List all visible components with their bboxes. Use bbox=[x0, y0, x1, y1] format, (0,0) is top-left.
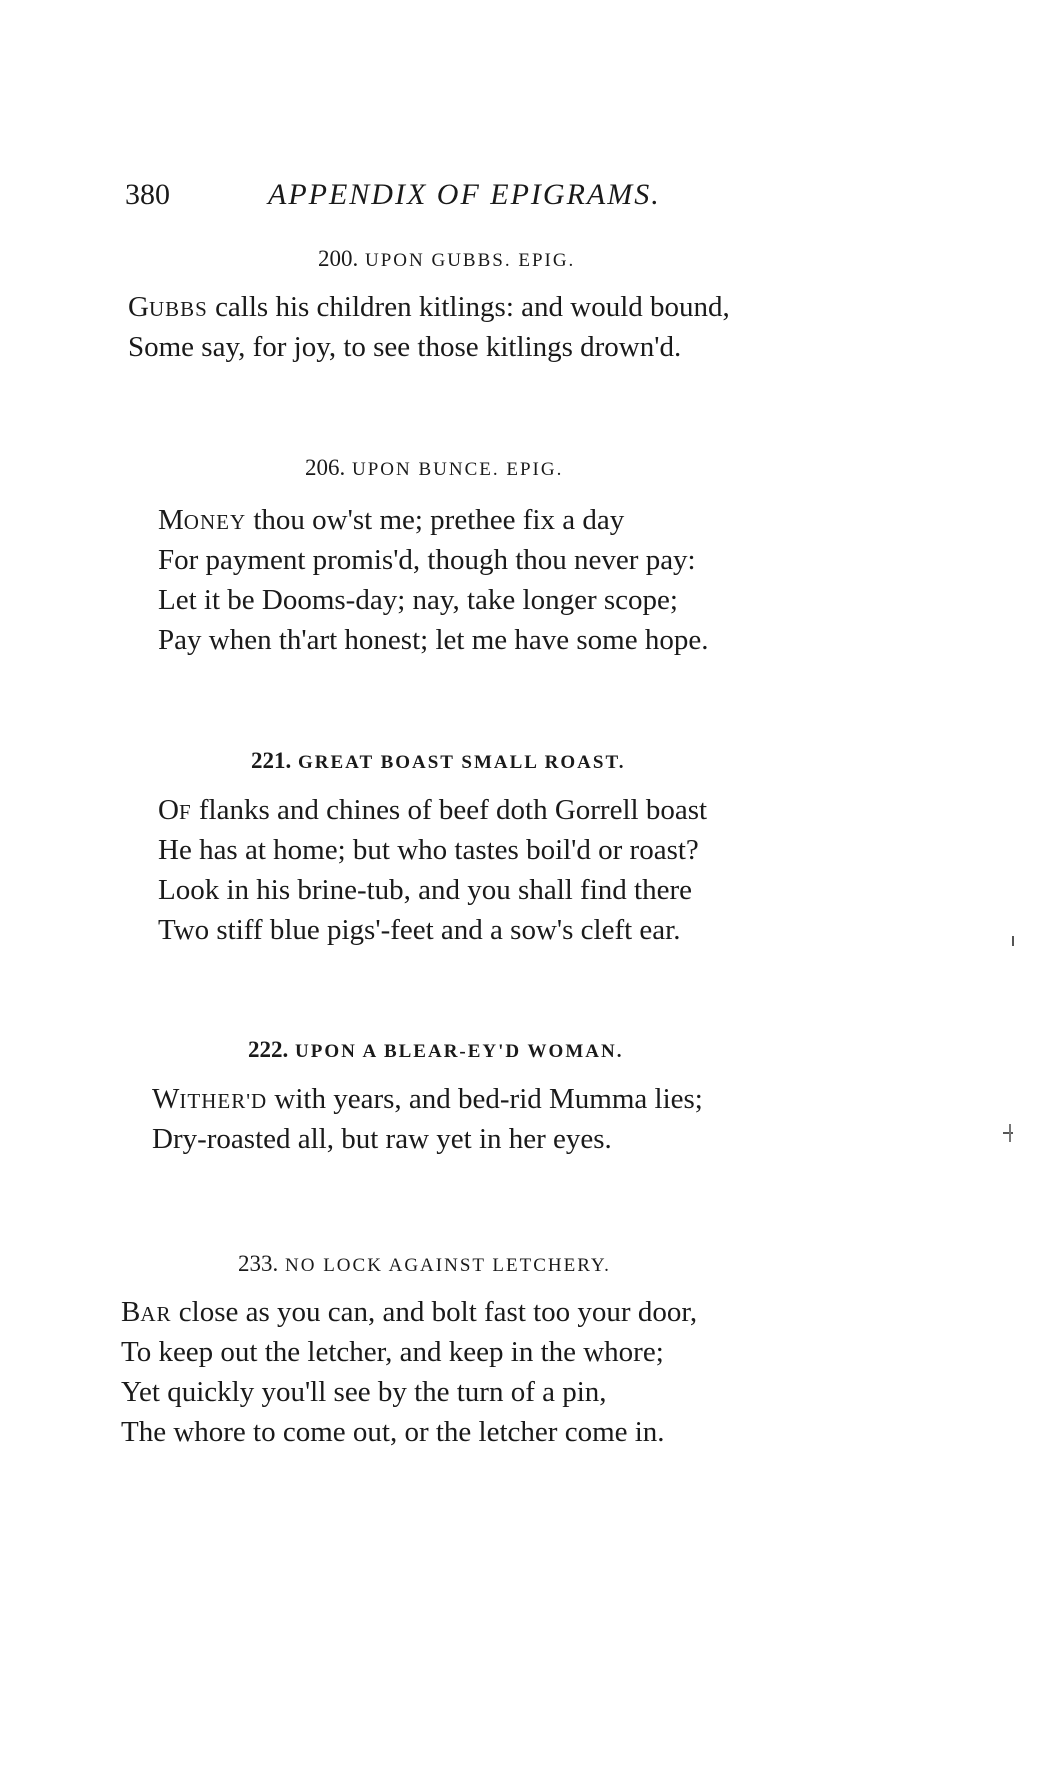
poem-line: Look in his brine-tub, and you shall find there bbox=[158, 874, 692, 906]
drop-initial: B bbox=[121, 1296, 141, 1328]
small-caps-word: ITHER'D bbox=[179, 1089, 268, 1113]
drop-initial: O bbox=[158, 794, 179, 826]
poem-heading bbox=[251, 748, 625, 774]
poem-line bbox=[128, 293, 730, 322]
poem-line bbox=[158, 506, 624, 535]
poem-line: Yet quickly you'll see by the turn of a pin, bbox=[121, 1376, 607, 1408]
line-text: thou ow'st me; prethee fix a day bbox=[246, 504, 625, 536]
scan-speck bbox=[1003, 1132, 1013, 1134]
poem-number: 222. bbox=[248, 1037, 289, 1062]
small-caps-word: AR bbox=[140, 1302, 172, 1326]
small-caps-word: F bbox=[178, 800, 192, 824]
poem-line: The whore to come out, or the letcher come in. bbox=[121, 1416, 665, 1448]
poem-number: 233. bbox=[238, 1251, 279, 1276]
poem-number: 221. bbox=[251, 748, 292, 773]
line-text: flanks and chines of beef doth Gorrell boast bbox=[191, 794, 708, 826]
small-caps-word: UBBS bbox=[148, 297, 208, 321]
small-caps-word: ONEY bbox=[183, 510, 247, 534]
poem-heading bbox=[238, 1251, 611, 1277]
poem-line: He has at home; but who tastes boil'd or roast? bbox=[158, 834, 699, 866]
poem-line: For payment promis'd, though thou never pay: bbox=[158, 544, 696, 576]
page-number: 380 bbox=[125, 178, 170, 211]
line-text: close as you can, and bolt fast too your door, bbox=[171, 1296, 698, 1328]
poem-line: Pay when th'art honest; let me have some hope. bbox=[158, 624, 709, 656]
poem-heading bbox=[318, 246, 575, 272]
poem-title: NO LOCK AGAINST LETCHERY. bbox=[285, 1255, 611, 1276]
poem-heading bbox=[305, 455, 563, 481]
poem-number: 200. bbox=[318, 246, 359, 271]
poem-heading bbox=[248, 1037, 623, 1063]
poem-line: Two stiff blue pigs'-feet and a sow's cleft ear. bbox=[158, 914, 681, 946]
running-title: APPENDIX OF EPIGRAMS. bbox=[268, 178, 661, 211]
poem-line: To keep out the letcher, and keep in the whore; bbox=[121, 1336, 664, 1368]
poem-line: Dry-roasted all, but raw yet in her eyes. bbox=[152, 1123, 612, 1155]
poem-line bbox=[158, 796, 707, 825]
poem-title: UPON A BLEAR-EY'D WOMAN. bbox=[295, 1041, 624, 1062]
poem-line: Let it be Dooms-day; nay, take longer scope; bbox=[158, 584, 678, 616]
scan-speck bbox=[1012, 936, 1014, 946]
poem-line: Some say, for joy, to see those kitlings drown'd. bbox=[128, 331, 682, 363]
poem-title: UPON GUBBS. EPIG. bbox=[365, 250, 576, 271]
poem-title: GREAT BOAST SMALL ROAST. bbox=[298, 752, 626, 773]
poem-title: UPON BUNCE. EPIG. bbox=[352, 459, 564, 480]
drop-initial: M bbox=[158, 504, 184, 536]
scan-speck bbox=[1009, 1124, 1011, 1142]
drop-initial: W bbox=[152, 1083, 180, 1115]
poem-line bbox=[121, 1298, 697, 1327]
line-text: with years, and bed-rid Mumma lies; bbox=[267, 1083, 703, 1115]
running-head bbox=[125, 178, 825, 218]
line-text: calls his children kitlings: and would bound, bbox=[207, 291, 730, 323]
poem-number: 206. bbox=[305, 455, 346, 480]
drop-initial: G bbox=[128, 291, 149, 323]
poem-line bbox=[152, 1085, 703, 1114]
